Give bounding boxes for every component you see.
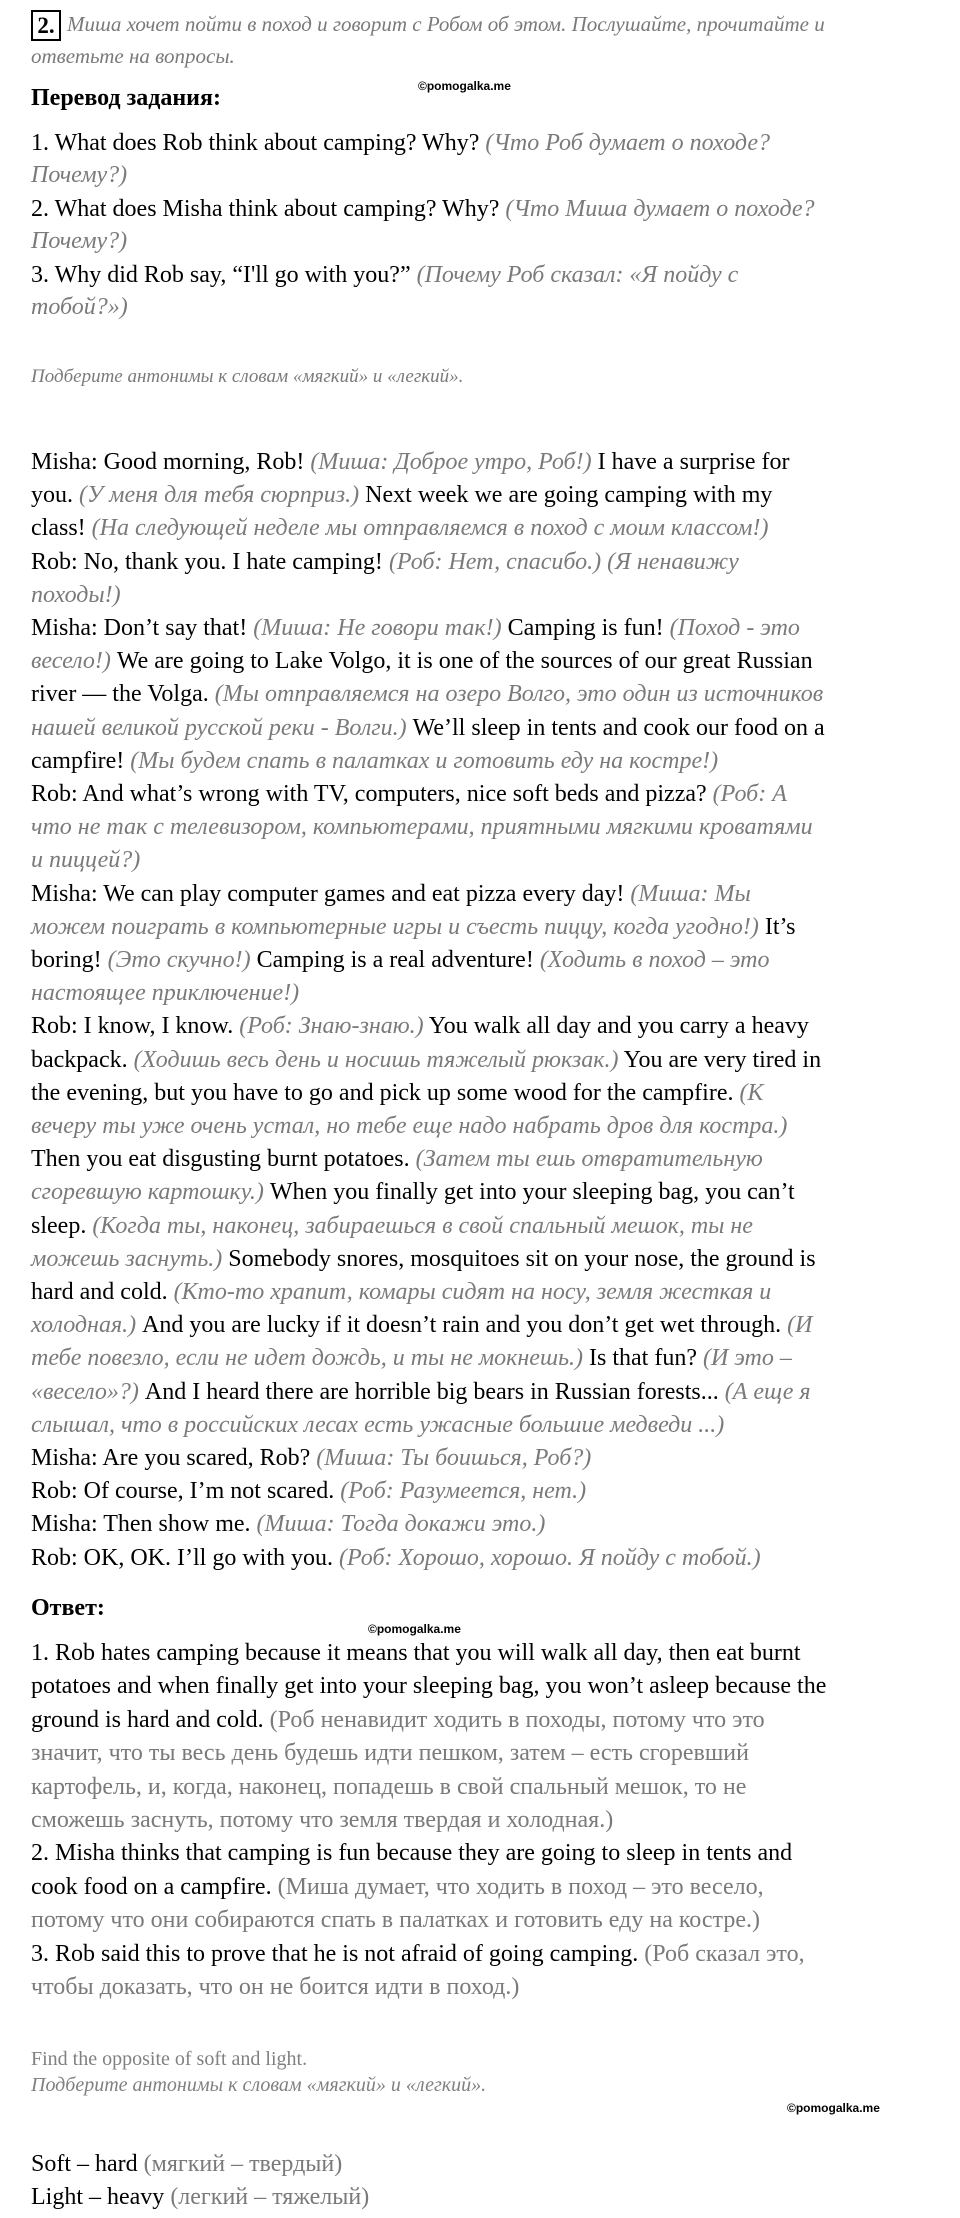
english-text: class! bbox=[31, 515, 92, 542]
dialogue-line bbox=[31, 1342, 792, 1375]
answer-line bbox=[31, 1737, 749, 1770]
english-text: river — the Volga. bbox=[31, 681, 215, 708]
dialogue-line bbox=[31, 944, 769, 977]
task-number-box: 2. bbox=[31, 10, 61, 41]
english-text: cook food on a campfire. bbox=[31, 1873, 278, 1900]
answer-line bbox=[31, 1704, 765, 1737]
antonym-pair-light bbox=[31, 2181, 369, 2214]
task-header-line-1 bbox=[31, 10, 825, 41]
russian-translation: вечеру ты уже очень устал, но тебе еще надо набрать дров для костра.) bbox=[31, 1113, 788, 1139]
answer-line bbox=[31, 1837, 792, 1870]
dialogue-line bbox=[31, 878, 751, 911]
answer-line bbox=[31, 1804, 613, 1837]
dialogue-line bbox=[31, 1010, 809, 1043]
dialogue-line bbox=[31, 1409, 724, 1442]
question-1-line-2: Почему?) bbox=[31, 162, 128, 188]
dialogue-line bbox=[31, 1376, 811, 1409]
english-text: Somebody snores, mosquitoes sit on your nose, the ground is bbox=[222, 1245, 816, 1272]
russian-translation: (Миша: Мы bbox=[630, 880, 751, 907]
english-text: hard and cold. bbox=[31, 1279, 174, 1305]
english-text: I have a surprise for bbox=[591, 449, 790, 475]
russian-translation: весело!) bbox=[31, 648, 111, 675]
russian-translation: (Роб: Хорошо, хорошо. Я пойду с тобой.) bbox=[339, 1544, 761, 1571]
english-text: 3. Rob said this to prove that he is not afraid of going camping. bbox=[31, 1940, 645, 1967]
english-text: ground is hard and cold. bbox=[31, 1706, 270, 1733]
answer-line bbox=[31, 1904, 760, 1937]
russian-translation: сможешь заснуть, потому что земля твердая и холодная.) bbox=[31, 1807, 614, 1833]
russian-translation: чтобы доказать, что он не боится идти в поход.) bbox=[31, 1974, 520, 2000]
question-3-en: 3. Why did Rob say, “I'll go with you?” bbox=[31, 262, 417, 288]
russian-translation: (Роб: Нет, спасибо.) (Я ненавижу bbox=[388, 548, 739, 575]
dialogue-line bbox=[31, 645, 813, 678]
russian-translation: (И bbox=[787, 1312, 813, 1339]
dialogue-line bbox=[31, 1442, 591, 1475]
english-text: Misha: Then show me. bbox=[31, 1511, 257, 1538]
dialogue-line bbox=[31, 512, 768, 545]
english-text: Misha: Good morning, Rob! bbox=[31, 449, 311, 475]
english-text: Camping is a real adventure! bbox=[250, 947, 540, 973]
answer-line bbox=[31, 1771, 746, 1804]
russian-translation: (Миша: Ты боишься, Роб?) bbox=[316, 1445, 592, 1471]
english-text: boring! bbox=[31, 947, 108, 973]
dialogue-line bbox=[31, 1276, 771, 1309]
task-header-text: Миша хочет пойти в поход и говорит с Робом об этом. Послушайте, прочитайте и bbox=[67, 12, 825, 36]
russian-translation: картофель, и, когда, наконец, попадешь в свой спальный мешок, то не bbox=[31, 1773, 747, 1800]
russian-translation: можешь заснуть.) bbox=[31, 1245, 223, 1272]
task-header-line-2: ответьте на вопросы. bbox=[31, 44, 235, 68]
dialogue-line bbox=[31, 1475, 586, 1508]
english-text: And you are lucky if it doesn’t rain and you don’t get wet through. bbox=[136, 1312, 788, 1339]
russian-translation: «весело»?) bbox=[31, 1378, 139, 1405]
question-3-line-1 bbox=[31, 259, 738, 292]
english-text: Rob: And what’s wrong with TV, computers, nice soft beds and pizza? bbox=[31, 781, 713, 807]
dialogue-line bbox=[31, 1143, 763, 1176]
dialogue-line bbox=[31, 1210, 753, 1243]
dialogue-line bbox=[31, 977, 299, 1010]
question-2-line-2: Почему?) bbox=[31, 228, 128, 254]
dialogue-line bbox=[31, 579, 121, 612]
dialogue-line bbox=[31, 778, 787, 811]
antonym-pair-en: Soft – hard bbox=[31, 2151, 144, 2177]
russian-translation: (И это – bbox=[702, 1345, 792, 1372]
russian-translation: что не так с телевизором, компьютерами, приятными мягкими кроватями bbox=[31, 814, 813, 841]
dialogue-line bbox=[31, 1176, 795, 1209]
antonym-pair-ru: (мягкий – твердый) bbox=[143, 2151, 343, 2177]
russian-translation: (Миша думает, что ходить в поход – это весело, bbox=[277, 1873, 764, 1900]
russian-translation: (Кто-то храпит, комары сидят на носу, земля жесткая и bbox=[173, 1279, 772, 1305]
english-text: Rob: No, thank you. I hate camping! bbox=[31, 548, 389, 575]
english-text: 2. Misha thinks that camping is fun because they are going to sleep in tents and bbox=[31, 1840, 793, 1867]
russian-translation: (Когда ты, наконец, забираешься в свой спальный мешок, ты не bbox=[92, 1212, 753, 1239]
russian-translation: (Роб: Знаю-знаю.) bbox=[239, 1013, 424, 1040]
russian-translation: холодная.) bbox=[31, 1312, 137, 1339]
russian-translation: (Роб: А bbox=[712, 781, 787, 807]
russian-translation: (К bbox=[739, 1079, 764, 1106]
english-text: Rob: OK, OK. I’ll go with you. bbox=[31, 1544, 339, 1571]
answer-line bbox=[31, 1871, 764, 1904]
english-text: We are going to Lake Volgo, it is one of the sources of our great Russian bbox=[110, 648, 813, 675]
dialogue-line bbox=[31, 1044, 821, 1077]
english-text: You walk all day and you carry a heavy bbox=[423, 1013, 809, 1040]
russian-translation: можем поиграть в компьютерные игры и съесть пиццу, когда угодно!) bbox=[31, 913, 759, 940]
english-text: Next week we are going camping with my bbox=[359, 482, 773, 509]
answer-line bbox=[31, 1971, 519, 2004]
dialogue-line bbox=[31, 1243, 816, 1276]
question-1-en: 1. What does Rob think about camping? Why? bbox=[31, 130, 486, 156]
antonym-pair-soft bbox=[31, 2148, 342, 2181]
watermark: ©pomogalka.me bbox=[368, 1622, 461, 1636]
answer-line bbox=[31, 1670, 826, 1703]
russian-translation: и пиццей?) bbox=[31, 847, 141, 874]
antonyms-instruction-ru: Подберите антонимы к словам «мягкий» и «легкий». bbox=[31, 2074, 487, 2096]
russian-translation: (Миша: Доброе утро, Роб!) bbox=[310, 449, 592, 475]
english-text: Misha: Don’t say that! bbox=[31, 615, 254, 641]
english-text: 1. Rob hates camping because it means that you will walk all day, then eat burnt bbox=[31, 1640, 801, 1666]
russian-translation: (Мы отправляемся на озеро Волго, это один из источников bbox=[214, 681, 824, 708]
answer-heading: Ответ: bbox=[31, 1595, 105, 1621]
english-text: Misha: Are you scared, Rob? bbox=[31, 1445, 317, 1471]
answer-line bbox=[31, 1637, 801, 1670]
english-text: you. bbox=[31, 482, 79, 509]
russian-translation: (Роб: Разумеется, нет.) bbox=[340, 1478, 587, 1505]
russian-translation: (Ходить в поход – это bbox=[539, 947, 770, 973]
english-text: Then you eat disgusting burnt potatoes. bbox=[31, 1146, 416, 1173]
watermark: ©pomogalka.me bbox=[418, 79, 511, 93]
russian-translation: (Это скучно!) bbox=[107, 947, 251, 973]
english-text: We’ll sleep in tents and cook our food on a bbox=[406, 714, 825, 741]
russian-translation: (Миша: Не говори так!) bbox=[253, 615, 502, 641]
russian-translation: (Роб сказал это, bbox=[644, 1940, 805, 1967]
dialogue-line bbox=[31, 1309, 812, 1342]
russian-translation: тебе повезло, если не идет дождь, и ты не мокнешь.) bbox=[31, 1345, 583, 1372]
antonym-pair-en: Light – heavy bbox=[31, 2184, 171, 2210]
question-1-line-1 bbox=[31, 127, 770, 160]
dialogue-line bbox=[31, 1077, 763, 1110]
russian-translation: (Поход - это bbox=[669, 615, 800, 641]
answer-line bbox=[31, 1938, 805, 1971]
dialogue-line bbox=[31, 546, 739, 579]
english-text: potatoes and when finally get into your sleeping bag, you won’t asleep because the bbox=[31, 1673, 827, 1700]
dialogue-line bbox=[31, 1508, 545, 1541]
dialogue-line bbox=[31, 612, 800, 645]
russian-translation: (Мы будем спать в палатках и готовить еду на костре!) bbox=[130, 747, 719, 774]
dialogue-line bbox=[31, 479, 772, 512]
english-text: the evening, but you have to go and pick up some wood for the campfire. bbox=[31, 1079, 740, 1106]
dialogue-line bbox=[31, 1542, 761, 1575]
english-text: Camping is fun! bbox=[501, 615, 670, 641]
english-text: Misha: We can play computer games and eat pizza every day! bbox=[31, 880, 631, 907]
dialogue-line bbox=[31, 844, 140, 877]
antonyms-instruction-en: Find the opposite of soft and light. bbox=[31, 2048, 308, 2070]
question-2-line-1 bbox=[31, 193, 815, 226]
question-3-ru: (Почему Роб сказал: «Я пойду с bbox=[416, 262, 739, 288]
russian-translation: (У меня для тебя сюрприз.) bbox=[79, 482, 360, 509]
dialogue-line bbox=[31, 1110, 787, 1143]
english-text: You are very tired in bbox=[618, 1046, 822, 1073]
dialogue-line bbox=[31, 911, 796, 944]
english-text: And I heard there are horrible big bears in Russian forests... bbox=[138, 1378, 725, 1405]
question-1-ru: (Что Роб думает о походе? bbox=[485, 130, 770, 156]
watermark: ©pomogalka.me bbox=[787, 2101, 880, 2115]
english-text: When you finally get into your sleeping bag, you can’t bbox=[263, 1179, 795, 1206]
russian-translation: слышал, что в российских лесах есть ужасные большие медведи ...) bbox=[31, 1411, 725, 1438]
english-text: Rob: I know, I know. bbox=[31, 1013, 240, 1040]
dialogue-line bbox=[31, 446, 790, 479]
question-3-line-2: тобой?») bbox=[31, 294, 128, 320]
russian-translation: (Затем ты ешь отвратительную bbox=[415, 1146, 763, 1173]
russian-translation: потому что они собираются спать в палатках и готовить еду на костре.) bbox=[31, 1907, 760, 1934]
russian-translation: (На следующей неделе мы отправляемся в поход с моим классом!) bbox=[91, 515, 769, 542]
russian-translation: (Миша: Тогда докажи это.) bbox=[256, 1511, 546, 1538]
russian-translation: нашей великой русской реки - Волги.) bbox=[31, 714, 407, 741]
english-text: Is that fun? bbox=[583, 1345, 703, 1372]
russian-translation: сгоревшую картошку.) bbox=[31, 1179, 264, 1206]
english-text: Rob: Of course, I’m not scared. bbox=[31, 1478, 341, 1505]
english-text: campfire! bbox=[31, 747, 131, 774]
english-text: sleep. bbox=[31, 1212, 93, 1239]
dialogue-line bbox=[31, 811, 813, 844]
antonym-pair-ru: (легкий – тяжелый) bbox=[170, 2184, 370, 2210]
english-text: backpack. bbox=[31, 1046, 134, 1073]
russian-translation: (А еще я bbox=[724, 1378, 811, 1405]
question-2-en: 2. What does Misha think about camping? Why? bbox=[31, 196, 506, 222]
dialogue-line bbox=[31, 678, 823, 711]
russian-translation: (Роб ненавидит ходить в походы, потому что это bbox=[269, 1706, 765, 1733]
russian-translation: походы!) bbox=[31, 581, 121, 608]
antonyms-note: Подберите антонимы к словам «мягкий» и «легкий». bbox=[31, 366, 464, 387]
translation-heading: Перевод задания: bbox=[31, 85, 221, 111]
dialogue-line bbox=[31, 745, 718, 778]
question-2-ru: (Что Миша думает о походе? bbox=[505, 196, 815, 222]
russian-translation: настоящее приключение!) bbox=[31, 980, 300, 1007]
russian-translation: (Ходишь весь день и носишь тяжелый рюкзак.) bbox=[133, 1046, 619, 1073]
russian-translation: значит, что ты весь день будешь идти пешком, затем – есть сгоревший bbox=[31, 1740, 749, 1767]
dialogue-line bbox=[31, 712, 825, 745]
english-text: It’s bbox=[758, 913, 796, 940]
